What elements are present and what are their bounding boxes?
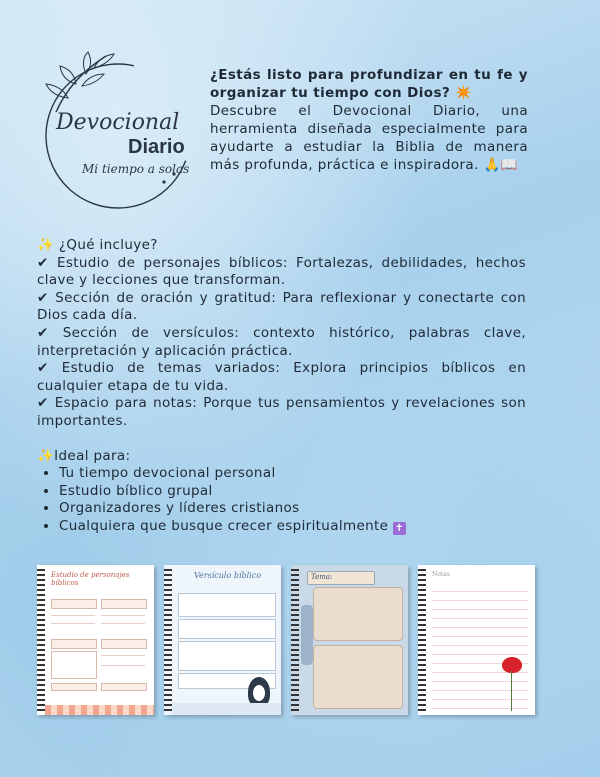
- list-item-text: Cualquiera que busque crecer espiritualmente: [59, 517, 389, 534]
- include-item-text: Estudio de temas variados: Explora principios bíblicos en cualquier etapa de tu vida.: [37, 360, 526, 394]
- include-item: [37, 255, 526, 290]
- preview-versiculo: [164, 565, 281, 715]
- check-icon: ✔: [37, 395, 49, 412]
- ideal-list: [37, 465, 526, 535]
- sparkle-icon: ✨: [37, 447, 55, 464]
- list-item: • Tu tiempo devocional personal: [59, 465, 526, 483]
- notebook-previews: [37, 565, 537, 715]
- sparkle-icon: ✨: [37, 237, 55, 253]
- preview-title: Versículo bíblico: [194, 571, 262, 580]
- check-icon: ✔: [37, 289, 49, 306]
- logo-subtitle: Diario: [128, 136, 185, 158]
- preview-notas: [418, 565, 535, 715]
- include-item-text: Sección de versículos: contexto histórico, palabras clave, interpretación y aplicación práctica.: [37, 324, 526, 359]
- check-icon: ✔: [37, 254, 49, 271]
- cross-icon: ✝: [393, 522, 406, 535]
- preview-title: Estudio de personajes bíblicos: [51, 571, 130, 587]
- intro-question: ¿Estás listo para profundizar en tu fe y organizar tu tiempo con Dios? ✴️: [210, 67, 528, 101]
- include-item: [37, 395, 526, 430]
- include-item-text: Sección de oración y gratitud: Para reflexionar y conectarte con Dios cada día.: [37, 289, 526, 324]
- list-item: • Estudio bíblico grupal: [59, 483, 526, 501]
- include-item-text: Estudio de personajes bíblicos: Fortalezas, debilidades, hechos clave y lecciones que transforman.: [37, 254, 526, 289]
- ideal-heading-row: [37, 448, 526, 466]
- check-icon: ✔: [37, 324, 49, 341]
- devocional-logo: [36, 50, 196, 210]
- includes-heading: ¿Qué incluye?: [58, 237, 158, 253]
- content-block: [37, 237, 526, 536]
- logo-title: Devocional: [56, 110, 180, 135]
- include-item-text: Espacio para notas: Porque tus pensamientos y revelaciones son importantes.: [37, 395, 526, 429]
- intro-block: [210, 66, 528, 174]
- include-item: [37, 360, 526, 395]
- preview-tema: [291, 565, 408, 715]
- poppy-icon: [502, 657, 522, 673]
- preview-title: Tema:: [311, 573, 333, 581]
- preview-personajes: [37, 565, 154, 715]
- list-item: [59, 518, 526, 536]
- logo-tagline: Mi tiempo a solas: [82, 162, 190, 176]
- include-item: [37, 290, 526, 325]
- intro-description: Descubre el Devocional Diario, una herramienta diseñada especialmente para ayudarte a estudiar la Biblia de manera más profunda, práctica e inspiradora. 🙏📖: [210, 103, 528, 173]
- preview-title: Notas: [432, 571, 450, 578]
- includes-heading-row: [37, 237, 526, 255]
- ideal-heading: Ideal para:: [54, 447, 131, 464]
- include-item: [37, 325, 526, 360]
- list-item: • Organizadores y líderes cristianos: [59, 500, 526, 518]
- check-icon: ✔: [37, 360, 49, 377]
